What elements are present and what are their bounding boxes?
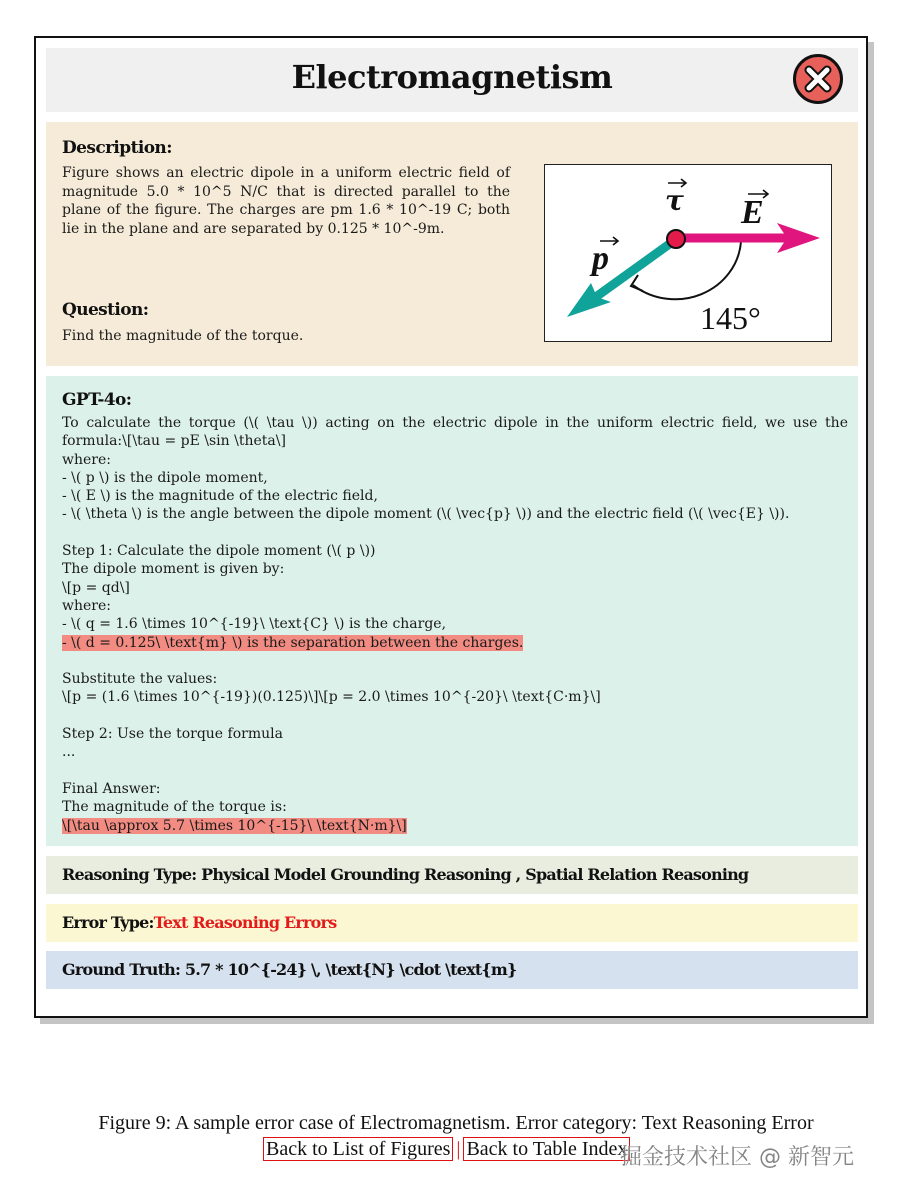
response-text: The magnitude of the torque is: <box>62 799 287 816</box>
response-line <box>62 670 848 688</box>
link-separator: | <box>456 1138 461 1160</box>
response-line <box>62 780 848 798</box>
response-line <box>62 469 848 487</box>
response-line <box>62 652 848 670</box>
angle-label: 145° <box>700 300 761 336</box>
response-text: Step 1: Calculate the dipole moment (\( p \)) <box>62 543 376 560</box>
response-text: - \( p \) is the dipole moment, <box>62 469 268 486</box>
highlighted-error-text: - \( d = 0.125\ \text{m} \) is the separation between the charges. <box>62 634 524 651</box>
ground-truth-value: 5.7 * 10^{-24} \, \text{N} \cdot \text{m} <box>184 960 517 979</box>
response-text: where: <box>62 451 111 468</box>
torque-label: τ <box>665 184 684 217</box>
error-case-card <box>34 36 868 1018</box>
dipole-label: p <box>592 240 609 277</box>
error-type-label: Error Type: <box>62 913 154 932</box>
watermark: 掘金技术社区 @ 新智元 <box>620 1145 854 1170</box>
response-line <box>62 762 848 780</box>
response-text: Substitute the values: <box>62 671 218 688</box>
ground-truth-band <box>46 951 858 989</box>
caption-links <box>263 1137 630 1163</box>
response-line <box>62 688 848 706</box>
response-line <box>62 487 848 505</box>
response-line <box>62 615 848 633</box>
reasoning-type-label: Reasoning Type: <box>62 865 197 884</box>
question-label: Question: <box>62 300 149 320</box>
angle-arrowhead <box>631 275 643 291</box>
response-line <box>62 798 848 816</box>
highlighted-error-text: \[\tau \approx 5.7 \times 10^{-15}\ \text{N·m}\] <box>62 817 407 834</box>
dipole-diagram <box>545 165 830 340</box>
model-response-section <box>46 376 858 846</box>
description-section <box>46 122 858 366</box>
response-text: ... <box>62 744 76 761</box>
response-text: To calculate the torque (\( \tau \)) acting on the electric dipole in the uniform electric field, we use the formula:\[\tau = pE \sin \theta\] <box>62 415 848 450</box>
x-circle-icon <box>792 53 844 105</box>
error-type-band <box>46 904 858 942</box>
response-text: \[p = qd\] <box>62 579 130 596</box>
response-line <box>62 524 848 542</box>
response-line <box>62 597 848 615</box>
title-bar <box>46 48 858 112</box>
response-text: Step 2: Use the torque formula <box>62 726 283 743</box>
response-text: The dipole moment is given by: <box>62 561 285 578</box>
angle-arc <box>633 241 741 299</box>
description-label: Description: <box>62 138 172 158</box>
response-line <box>62 560 848 578</box>
response-line <box>62 817 848 835</box>
figure-caption: Figure 9: A sample error case of Electromagnetism. Error category: Text Reasoning Error <box>98 1112 814 1134</box>
reasoning-type-band <box>46 856 858 894</box>
back-to-table-index-link[interactable]: Back to Table Index <box>463 1137 630 1161</box>
response-line <box>62 451 848 469</box>
reasoning-type-value: Physical Model Grounding Reasoning , Spatial Relation Reasoning <box>201 865 749 884</box>
card-title: Electromagnetism <box>291 58 613 96</box>
back-to-figures-link[interactable]: Back to List of Figures <box>263 1137 453 1161</box>
response-text: - \( E \) is the magnitude of the electric field, <box>62 488 378 505</box>
response-line <box>62 505 848 523</box>
dipole-figure <box>544 164 832 342</box>
model-response-body <box>62 414 848 835</box>
question-text: Find the magnitude of the torque. <box>62 328 304 344</box>
ground-truth-label: Ground Truth: <box>62 960 181 979</box>
response-line <box>62 725 848 743</box>
response-line <box>62 743 848 761</box>
response-text: - \( q = 1.6 \times 10^{-19}\ \text{C} \) is the charge, <box>62 616 447 633</box>
charge-center <box>667 230 685 248</box>
response-text: - \( \theta \) is the angle between the dipole moment (\( \vec{p} \)) and the electric field (\( \vec{E} \)). <box>62 506 790 523</box>
response-text: Final Answer: <box>62 780 161 797</box>
response-line <box>62 414 848 451</box>
error-type-value: Text Reasoning Errors <box>153 913 337 932</box>
response-line <box>62 542 848 560</box>
model-name-label: GPT-4o: <box>62 390 132 410</box>
response-line <box>62 579 848 597</box>
field-label: E <box>741 194 764 231</box>
response-text: \[p = (1.6 \times 10^{-19})(0.125)\]\[p = 2.0 \times 10^{-20}\ \text{C·m}\] <box>62 689 601 706</box>
response-line <box>62 634 848 652</box>
description-text: Figure shows an electric dipole in a uniform electric field of magnitude 5.0 * 10^5 N/C that is directed parallel to the plane of the figure. The charges are pm 1.6 * 10^-19 C; both lie in the plane and are separated by 0.125 * 10^-9m. <box>62 165 510 237</box>
response-text: where: <box>62 597 111 614</box>
response-line <box>62 707 848 725</box>
